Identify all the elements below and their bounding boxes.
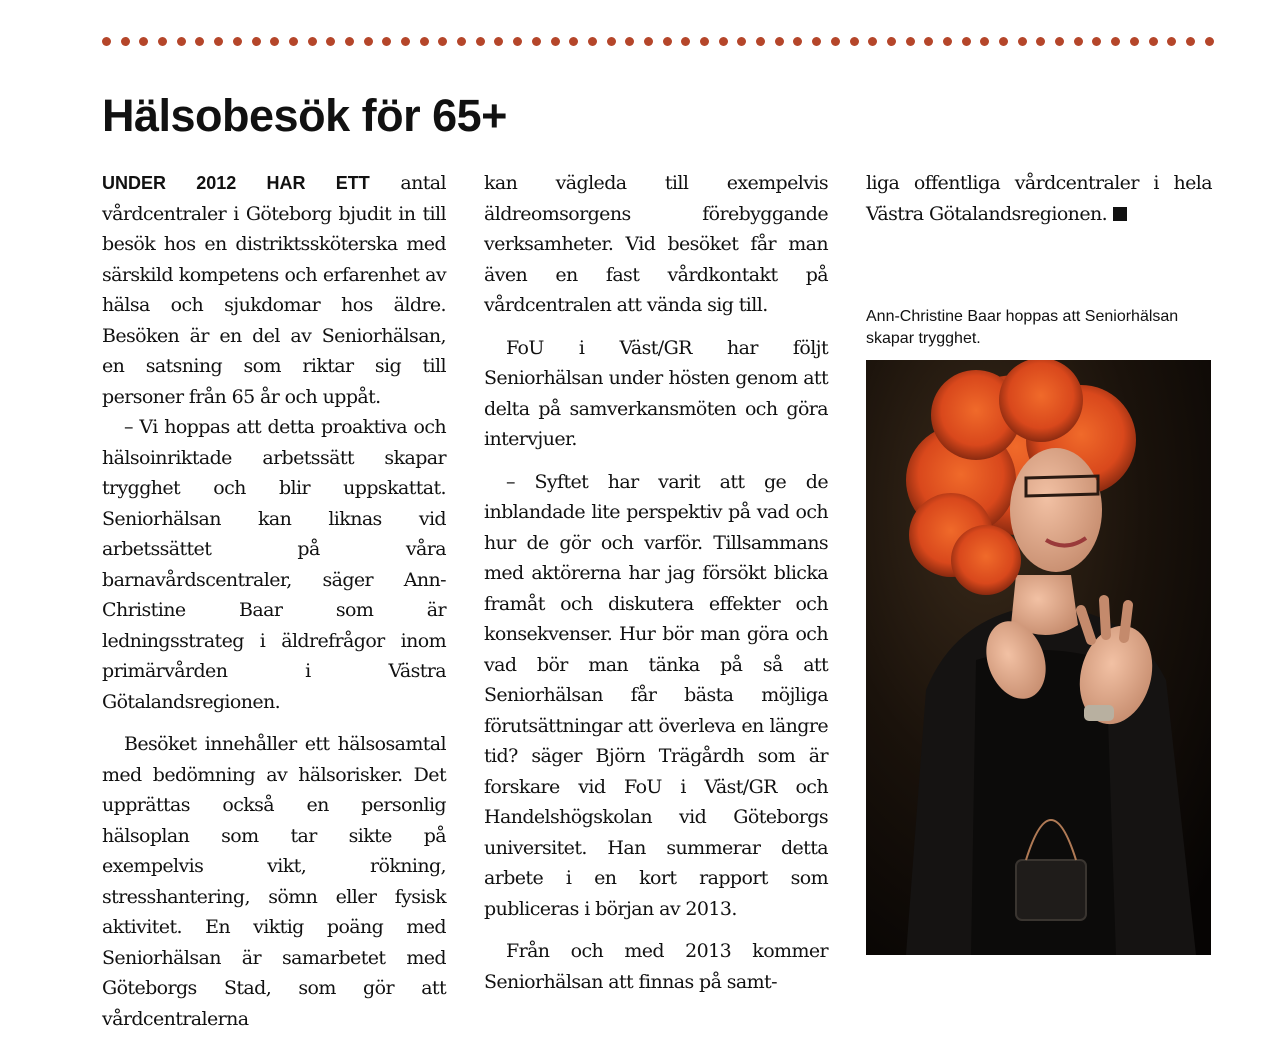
photo-caption: Ann-Christine Baar hoppas att Seniorhälsan skapar trygghet.	[866, 308, 1179, 347]
rule-dot	[513, 37, 522, 46]
rule-dot	[1130, 37, 1139, 46]
rule-dot	[1167, 37, 1176, 46]
rule-dot	[1055, 37, 1064, 46]
paragraph: – Vi hoppas att detta proaktiva och hälsoinriktade arbetssätt skapar trygghet och blir uppskattat. Seniorhälsan kan liknas vid arbetssättet på våra barnavårdscentraler, säger Ann-Christine Baar som är ledningsstrateg i äldrefrågor inom primärvården i Västra Götalandsregionen.	[102, 416, 446, 713]
rule-dot	[308, 37, 317, 46]
rule-dot	[233, 37, 242, 46]
rule-dot	[868, 37, 877, 46]
rule-dot	[270, 37, 279, 46]
article-column-1	[102, 168, 446, 1034]
dotted-rule	[102, 36, 1214, 46]
rule-dot	[700, 37, 709, 46]
rule-dot	[401, 37, 410, 46]
rule-dot	[121, 37, 130, 46]
end-mark-icon	[1113, 207, 1127, 221]
rule-dot	[924, 37, 933, 46]
rule-dot	[812, 37, 821, 46]
paragraph: FoU i Väst/GR har följt Seniorhälsan under hösten genom att delta på samverkansmöten och göra intervjuer.	[484, 336, 828, 450]
paragraph	[866, 168, 1212, 229]
rule-dot	[644, 37, 653, 46]
rule-dot	[1092, 37, 1101, 46]
article-column-3	[866, 168, 1212, 229]
rule-dot	[252, 37, 261, 46]
rule-dot	[326, 37, 335, 46]
rule-dot	[382, 37, 391, 46]
lead-in-caps: UNDER 2012 HAR ETT	[102, 173, 370, 193]
rule-dot	[962, 37, 971, 46]
rule-dot	[494, 37, 503, 46]
article-column-2	[484, 168, 828, 997]
rule-dot	[1018, 37, 1027, 46]
paragraph-text: liga offentliga vårdcentraler i hela Västra Götalandsregionen.	[866, 172, 1212, 225]
rule-dot	[102, 37, 111, 46]
portrait-illustration	[866, 360, 1211, 955]
paragraph: Från och med 2013 kommer Seniorhälsan att finnas på samt-	[484, 940, 828, 993]
portrait-photo	[866, 360, 1211, 955]
rule-dot	[887, 37, 896, 46]
rule-dot	[719, 37, 728, 46]
paragraph-text: antal vårdcentraler i Göteborg bjudit in till besök hos en distriktssköterska med särskild kompetens och erfarenhet av hälsa och sjukdomar hos äldre. Besöken är en del av Seniorhälsan, en satsning som riktar sig till personer från 65 år och uppåt.	[102, 172, 447, 408]
rule-dot	[1149, 37, 1158, 46]
rule-dot	[1074, 37, 1083, 46]
rule-dot	[850, 37, 859, 46]
rule-dot	[999, 37, 1008, 46]
rule-dot	[177, 37, 186, 46]
rule-dot	[588, 37, 597, 46]
rule-dot	[1205, 37, 1214, 46]
rule-dot	[1186, 37, 1195, 46]
paragraph: – Syftet har varit att ge de inblandade lite perspektiv på vad och hur de gör och varför. Tillsammans med aktörerna har jag försökt blicka framåt och diskutera effekter och konsekvenser. Hur bör man göra och vad bör man tänka på så att Seniorhälsan får bästa möjliga förutsättningar att överleva en längre tid? säger Björn Trägårdh som är forskare vid FoU i Väst/GR och Handelshögskolan vid Göteborgs universitet. Han summerar detta arbete i en kort rapport som publiceras i början av 2013.	[484, 470, 828, 920]
rule-dot	[756, 37, 765, 46]
rule-dot	[139, 37, 148, 46]
rule-dot	[532, 37, 541, 46]
rule-dot	[569, 37, 578, 46]
rule-dot	[906, 37, 915, 46]
paragraph: kan vägleda till exempelvis äldreomsorgens förebyggande verksamheter. Vid besöket får man även en fast vårdkontakt på vårdcentralen att vända sig till.	[484, 172, 828, 316]
rule-dot	[214, 37, 223, 46]
rule-dot	[663, 37, 672, 46]
rule-dot	[364, 37, 373, 46]
rule-dot	[438, 37, 447, 46]
rule-dot	[1036, 37, 1045, 46]
rule-dot	[345, 37, 354, 46]
rule-dot	[457, 37, 466, 46]
rule-dot	[625, 37, 634, 46]
rule-dot	[158, 37, 167, 46]
rule-dot	[737, 37, 746, 46]
rule-dot	[551, 37, 560, 46]
rule-dot	[681, 37, 690, 46]
paragraph	[102, 168, 446, 412]
rule-dot	[289, 37, 298, 46]
rule-dot	[1111, 37, 1120, 46]
rule-dot	[831, 37, 840, 46]
rule-dot	[943, 37, 952, 46]
rule-dot	[476, 37, 485, 46]
rule-dot	[793, 37, 802, 46]
paragraph: Besöket innehåller ett hälsosamtal med bedömning av hälsorisker. Det upprättas också en personlig hälsoplan som tar sikte på exempelvis vikt, rökning, stresshantering, sömn eller fysisk aktivitet. En viktig poäng med Seniorhälsan är samarbetet med Göteborgs Stad, som gör att vårdcentralerna	[102, 733, 446, 1030]
rule-dot	[980, 37, 989, 46]
rule-dot	[195, 37, 204, 46]
rule-dot	[420, 37, 429, 46]
rule-dot	[607, 37, 616, 46]
rule-dot	[775, 37, 784, 46]
article-title: Hälsobesök för 65+	[102, 90, 507, 141]
